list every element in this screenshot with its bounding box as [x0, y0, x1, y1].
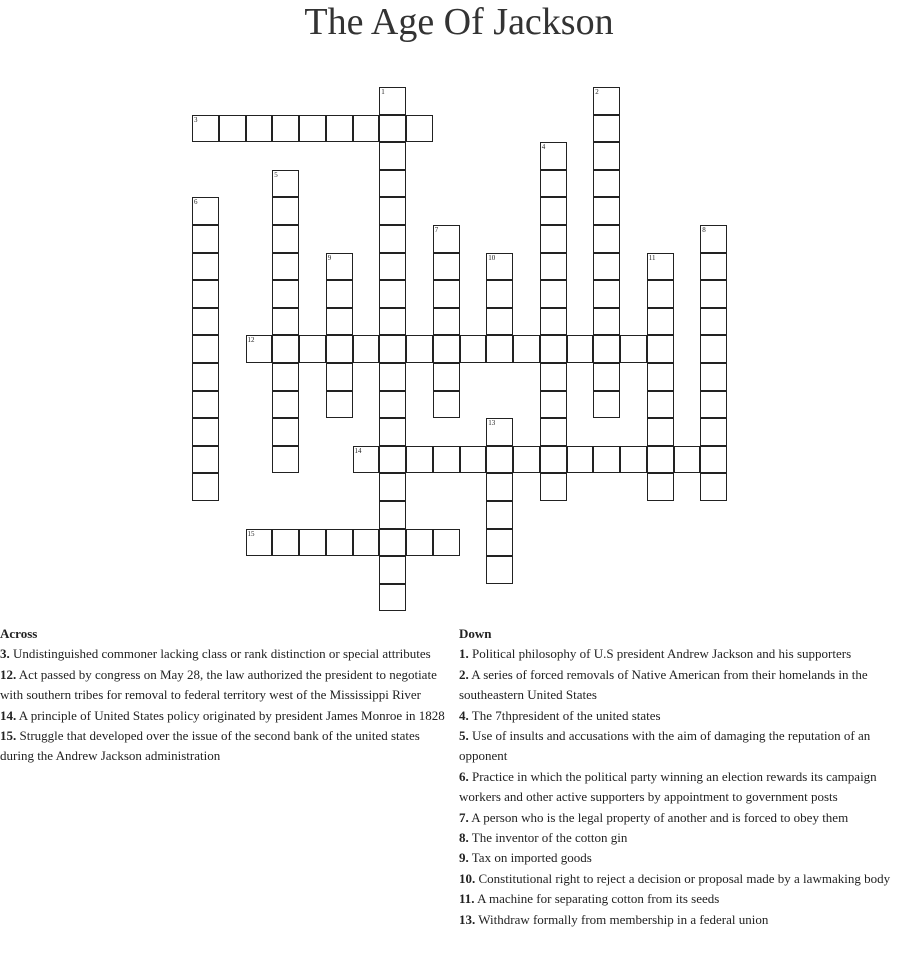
crossword-cell[interactable]: [433, 529, 460, 557]
crossword-cell[interactable]: [540, 142, 567, 170]
crossword-cell[interactable]: [540, 225, 567, 253]
clue-number: 10: [488, 253, 496, 262]
crossword-cell[interactable]: [379, 473, 406, 501]
down-clues: [459, 624, 917, 930]
crossword-cell[interactable]: [647, 391, 674, 419]
crossword-cell[interactable]: [620, 446, 647, 474]
crossword-cell[interactable]: [433, 446, 460, 474]
crossword-cell[interactable]: [433, 225, 460, 253]
clue-text: Withdraw formally from membership in a federal union: [475, 911, 769, 927]
clue-number: 8.: [459, 830, 469, 846]
crossword-cell[interactable]: [379, 142, 406, 170]
clue-number: 12.: [0, 666, 17, 682]
crossword-cell[interactable]: [406, 529, 433, 557]
crossword-cell[interactable]: [246, 529, 273, 557]
crossword-cell[interactable]: [433, 308, 460, 336]
clue-number: 6: [194, 198, 198, 207]
crossword-cell[interactable]: [593, 335, 620, 363]
crossword-cell[interactable]: [513, 335, 540, 363]
crossword-cell[interactable]: [299, 115, 326, 143]
crossword-cell[interactable]: [406, 446, 433, 474]
down-clue: [459, 644, 917, 664]
crossword-cell[interactable]: [192, 418, 219, 446]
crossword-cell[interactable]: [379, 446, 406, 474]
crossword-cell[interactable]: [486, 253, 513, 281]
crossword-cell[interactable]: [540, 170, 567, 198]
crossword-cell[interactable]: [272, 335, 299, 363]
crossword-cell[interactable]: [700, 225, 727, 253]
crossword-cell[interactable]: [593, 87, 620, 115]
crossword-cell[interactable]: [192, 363, 219, 391]
crossword-cell[interactable]: [379, 170, 406, 198]
clue-number: 4: [541, 143, 546, 152]
crossword-cell[interactable]: [192, 308, 219, 336]
crossword-cell[interactable]: [486, 446, 513, 474]
down-clue: [459, 869, 917, 889]
crossword-cell[interactable]: [379, 501, 406, 529]
clue-number: 5: [274, 170, 278, 179]
crossword-cell[interactable]: [379, 363, 406, 391]
clue-number: 4.: [459, 707, 469, 723]
crossword-cell[interactable]: [326, 363, 353, 391]
crossword-cell[interactable]: [192, 253, 219, 281]
across-clue: [0, 644, 448, 664]
crossword-cell[interactable]: [246, 115, 273, 143]
clue-text: Political philosophy of U.S president Andrew Jackson and his supporters: [468, 646, 852, 662]
crossword-cell[interactable]: [326, 391, 353, 419]
across-clue: [0, 706, 448, 726]
clue-number: 9.: [459, 850, 469, 866]
crossword-cell[interactable]: [567, 335, 594, 363]
across-clues: [0, 624, 448, 767]
crossword-cell[interactable]: [540, 335, 567, 363]
clue-number: 15: [247, 529, 255, 538]
crossword-cell[interactable]: [272, 391, 299, 419]
clue-text: The inventor of the cotton gin: [468, 830, 628, 846]
crossword-cell[interactable]: [540, 391, 567, 419]
crossword-cell[interactable]: [593, 391, 620, 419]
clue-number: 3: [194, 115, 198, 124]
clue-text: Practice in which the political party winning an election rewards its campaign workers and other active supporters by appointment to government posts: [459, 768, 877, 805]
crossword-cell[interactable]: [647, 473, 674, 501]
crossword-cell[interactable]: [353, 446, 380, 474]
crossword-cell[interactable]: [192, 446, 219, 474]
crossword-cell[interactable]: [192, 473, 219, 501]
crossword-cell[interactable]: [379, 280, 406, 308]
crossword-cell[interactable]: [540, 363, 567, 391]
crossword-cell[interactable]: [513, 446, 540, 474]
clue-text: Struggle that developed over the issue of the second bank of the united states during the Andrew Jackson administration: [0, 728, 420, 764]
crossword-cell[interactable]: [593, 363, 620, 391]
crossword-cell[interactable]: [192, 335, 219, 363]
crossword-cell[interactable]: [326, 115, 353, 143]
clue-number: 3.: [0, 646, 10, 662]
crossword-cell[interactable]: [486, 418, 513, 446]
crossword-cell[interactable]: [700, 308, 727, 336]
crossword-cell[interactable]: [379, 87, 406, 115]
crossword-cell[interactable]: [353, 529, 380, 557]
crossword-cell[interactable]: [540, 473, 567, 501]
clue-number: 2: [595, 88, 599, 96]
crossword-cell[interactable]: [460, 335, 487, 363]
crossword-cell[interactable]: [433, 280, 460, 308]
crossword-cell[interactable]: [272, 363, 299, 391]
clue-number: 9: [327, 253, 332, 262]
down-clue: [459, 665, 917, 706]
clue-number: 8: [702, 226, 706, 234]
crossword-cell[interactable]: [593, 115, 620, 143]
crossword-cell[interactable]: [486, 308, 513, 336]
crossword-cell[interactable]: [353, 335, 380, 363]
down-clue: [459, 910, 917, 930]
crossword-cell[interactable]: [647, 280, 674, 308]
crossword-cell[interactable]: [379, 529, 406, 557]
clue-number: 11.: [459, 891, 475, 907]
crossword-grid: [192, 87, 732, 617]
crossword-cell[interactable]: [326, 529, 353, 557]
crossword-cell[interactable]: [647, 335, 674, 363]
clue-text: Undistinguished commoner lacking class or rank distinction or special attributes: [9, 646, 431, 662]
crossword-cell[interactable]: [192, 197, 219, 225]
crossword-cell[interactable]: [593, 170, 620, 198]
crossword-cell[interactable]: [272, 197, 299, 225]
crossword-cell[interactable]: [540, 197, 567, 225]
crossword-cell[interactable]: [379, 584, 406, 612]
crossword-cell[interactable]: [192, 391, 219, 419]
crossword-cell[interactable]: [674, 446, 701, 474]
clue-number: 14: [354, 446, 362, 455]
clue-number: 10.: [459, 870, 476, 886]
crossword-cell[interactable]: [647, 363, 674, 391]
crossword-cell[interactable]: [486, 280, 513, 308]
crossword-cell[interactable]: [460, 446, 487, 474]
clue-text: A principle of United States policy originated by president James Monroe in 1828: [16, 707, 445, 723]
crossword-cell[interactable]: [433, 391, 460, 419]
crossword-cell[interactable]: [486, 335, 513, 363]
crossword-cell[interactable]: [700, 446, 727, 474]
clue-number: 13: [488, 419, 496, 428]
crossword-cell[interactable]: [700, 391, 727, 419]
clue-number: 1: [381, 88, 385, 96]
crossword-cell[interactable]: [192, 280, 219, 308]
clue-number: 11: [648, 253, 656, 262]
crossword-cell[interactable]: [647, 418, 674, 446]
clue-text: Constitutional right to reject a decision or proposal made by a lawmaking body: [475, 870, 891, 886]
crossword-cell[interactable]: [299, 529, 326, 557]
crossword-cell[interactable]: [379, 197, 406, 225]
clue-text: The 7thpresident of the united states: [468, 707, 661, 723]
clue-text: A person who is the legal property of another and is forced to obey them: [468, 809, 849, 825]
crossword-cell[interactable]: [299, 335, 326, 363]
crossword-cell[interactable]: [406, 115, 433, 143]
crossword-cell[interactable]: [540, 446, 567, 474]
clue-text: Use of insults and accusations with the aim of damaging the reputation of an opponent: [459, 728, 871, 764]
crossword-cell[interactable]: [379, 391, 406, 419]
crossword-cell[interactable]: [540, 253, 567, 281]
crossword-cell[interactable]: [379, 253, 406, 281]
clue-number: 5.: [459, 728, 469, 744]
clue-text: Tax on imported goods: [468, 850, 592, 866]
crossword-cell[interactable]: [272, 308, 299, 336]
crossword-cell[interactable]: [379, 418, 406, 446]
crossword-cell[interactable]: [379, 335, 406, 363]
crossword-cell[interactable]: [433, 363, 460, 391]
crossword-cell[interactable]: [486, 556, 513, 584]
clue-number: 12: [247, 336, 255, 345]
crossword-cell[interactable]: [567, 446, 594, 474]
down-clue: [459, 889, 917, 909]
crossword-cell[interactable]: [379, 308, 406, 336]
crossword-cell[interactable]: [379, 115, 406, 143]
clue-number: 14.: [0, 707, 17, 723]
clue-number: 7.: [459, 809, 469, 825]
crossword-cell[interactable]: [433, 253, 460, 281]
crossword-cell[interactable]: [326, 280, 353, 308]
crossword-cell[interactable]: [246, 335, 273, 363]
clue-number: 13.: [459, 911, 476, 927]
down-clue: [459, 706, 917, 726]
down-clue: [459, 808, 917, 828]
crossword-cell[interactable]: [192, 115, 219, 143]
clue-number: 7: [434, 226, 439, 234]
crossword-cell[interactable]: [593, 197, 620, 225]
crossword-cell[interactable]: [326, 253, 353, 281]
crossword-cell[interactable]: [540, 280, 567, 308]
down-clue: [459, 767, 917, 808]
crossword-cell[interactable]: [647, 308, 674, 336]
crossword-cell[interactable]: [192, 225, 219, 253]
clue-number: 6.: [459, 768, 469, 784]
crossword-cell[interactable]: [272, 446, 299, 474]
down-heading: Down: [459, 626, 492, 641]
crossword-cell[interactable]: [620, 335, 647, 363]
across-clue: [0, 726, 448, 767]
crossword-cell[interactable]: [272, 280, 299, 308]
crossword-cell[interactable]: [700, 280, 727, 308]
crossword-cell[interactable]: [540, 418, 567, 446]
crossword-cell[interactable]: [700, 418, 727, 446]
crossword-cell[interactable]: [700, 335, 727, 363]
crossword-cell[interactable]: [700, 363, 727, 391]
crossword-cell[interactable]: [379, 556, 406, 584]
clue-text: A machine for separating cotton from its seeds: [474, 891, 720, 907]
crossword-cell[interactable]: [540, 308, 567, 336]
across-clue: [0, 665, 448, 706]
crossword-cell[interactable]: [272, 170, 299, 198]
clue-number: 15.: [0, 728, 17, 744]
crossword-cell[interactable]: [326, 308, 353, 336]
crossword-cell[interactable]: [700, 253, 727, 281]
crossword-cell[interactable]: [433, 335, 460, 363]
crossword-cell[interactable]: [593, 280, 620, 308]
crossword-cell[interactable]: [272, 253, 299, 281]
down-clue: [459, 828, 917, 848]
clue-number: 2.: [459, 666, 469, 682]
crossword-cell[interactable]: [593, 446, 620, 474]
crossword-cell[interactable]: [272, 418, 299, 446]
crossword-cell[interactable]: [326, 335, 353, 363]
clue-text: A series of forced removals of Native American from their homelands in the southeastern United States: [459, 666, 868, 703]
crossword-cell[interactable]: [272, 225, 299, 253]
across-heading: Across: [0, 626, 38, 641]
crossword-cell[interactable]: [486, 529, 513, 557]
crossword-cell[interactable]: [219, 115, 246, 143]
crossword-cell[interactable]: [593, 253, 620, 281]
crossword-cell[interactable]: [647, 253, 674, 281]
crossword-cell[interactable]: [593, 225, 620, 253]
crossword-cell[interactable]: [272, 115, 299, 143]
crossword-cell[interactable]: [353, 115, 380, 143]
page-title: The Age Of Jackson: [304, 1, 614, 43]
crossword-cell[interactable]: [272, 529, 299, 557]
crossword-cell[interactable]: [593, 308, 620, 336]
crossword-cell[interactable]: [379, 225, 406, 253]
crossword-cell[interactable]: [406, 335, 433, 363]
crossword-cell[interactable]: [486, 473, 513, 501]
clue-text: Act passed by congress on May 28, the law authorized the president to negotiate with southern tribes for removal to federal territory west of the Mississippi River: [0, 666, 437, 703]
crossword-cell[interactable]: [700, 473, 727, 501]
crossword-cell[interactable]: [647, 446, 674, 474]
crossword-cell[interactable]: [486, 501, 513, 529]
crossword-cell[interactable]: [593, 142, 620, 170]
down-clue: [459, 726, 917, 767]
down-clue: [459, 848, 917, 868]
clue-number: 1.: [459, 646, 469, 662]
